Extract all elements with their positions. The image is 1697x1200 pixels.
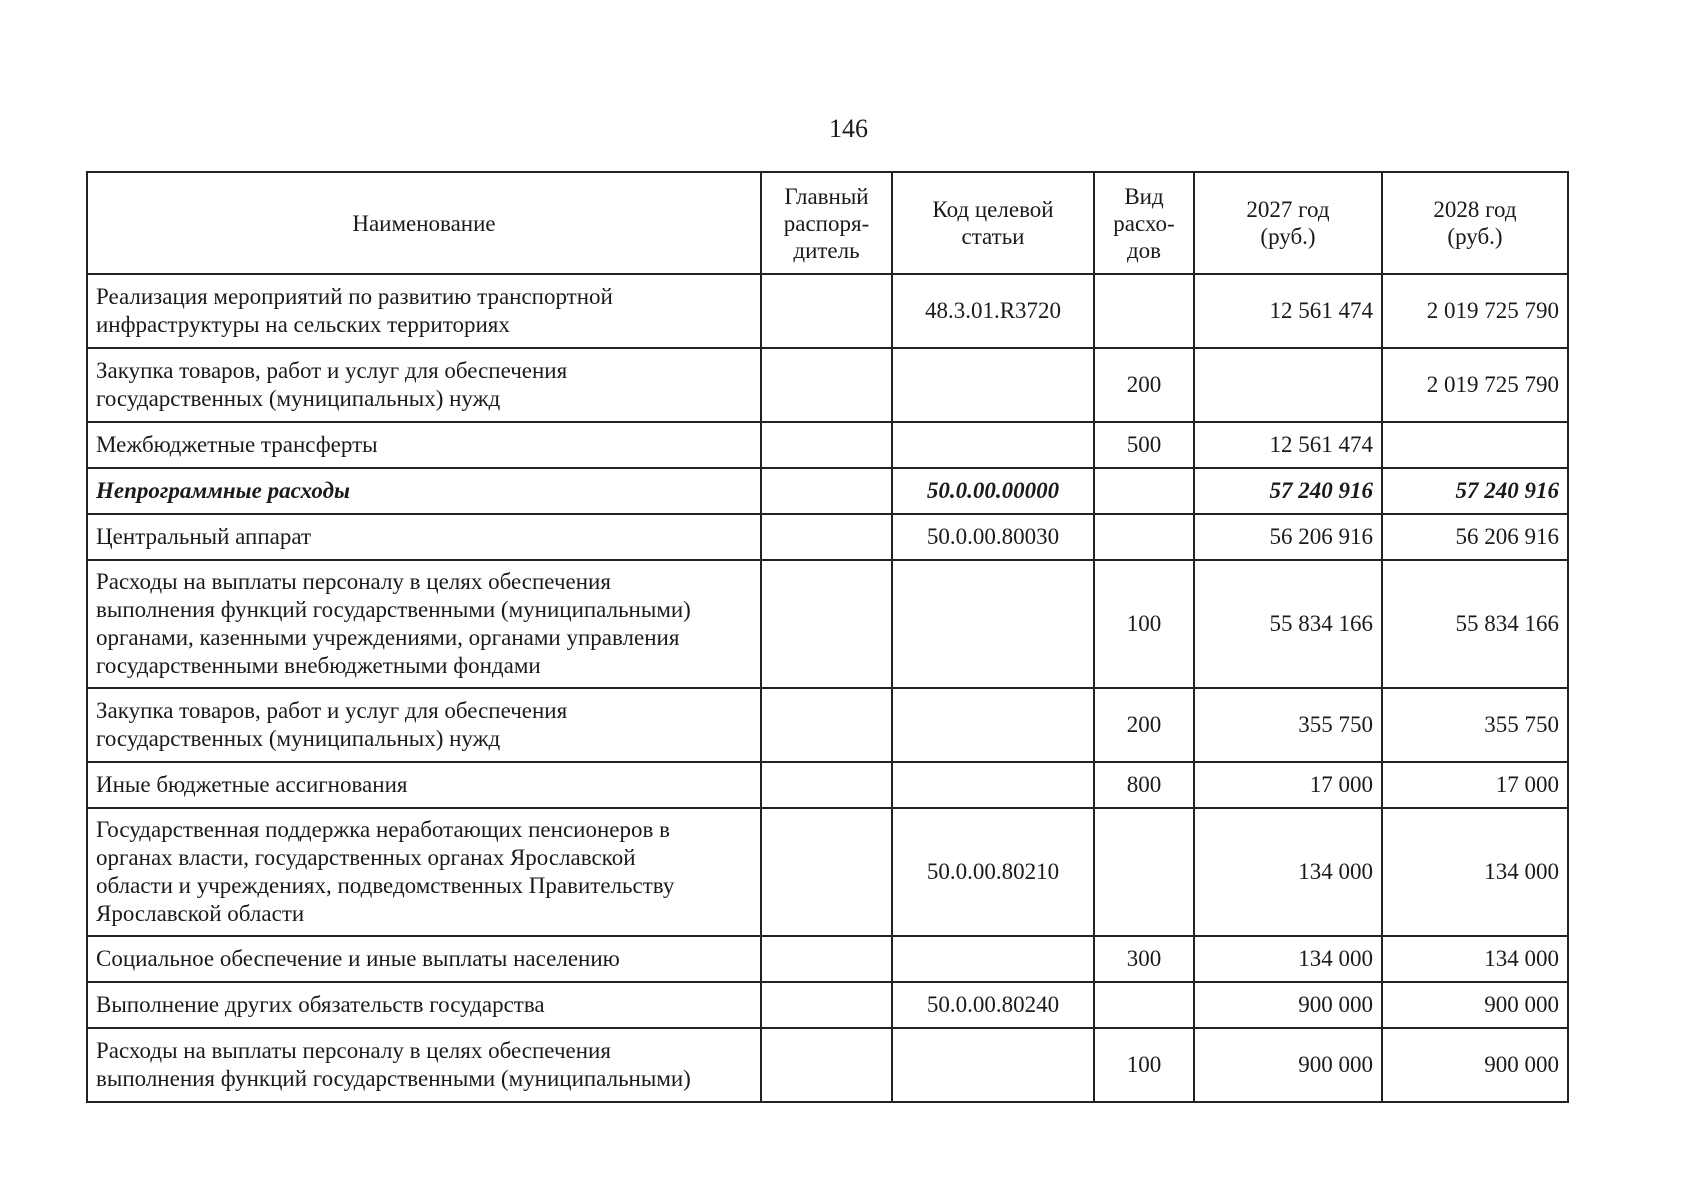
cell-code: 50.0.00.80210: [892, 808, 1094, 936]
table-row: [87, 808, 1568, 936]
cell-type: 300: [1094, 936, 1194, 982]
table-row: [87, 688, 1568, 762]
cell-manager: [761, 762, 892, 808]
cell-manager: [761, 348, 892, 422]
table-row: [87, 514, 1568, 560]
cell-2027: 134 000: [1194, 936, 1382, 982]
cell-2027: [1194, 348, 1382, 422]
cell-name: Непрограммные расходы: [87, 468, 761, 514]
table-row: [87, 348, 1568, 422]
cell-code: [892, 762, 1094, 808]
table-row: [87, 1028, 1568, 1102]
cell-manager: [761, 468, 892, 514]
cell-type: 100: [1094, 560, 1194, 688]
cell-name: Закупка товаров, работ и услуг для обеспечения государственных (муниципальных) нужд: [87, 688, 761, 762]
cell-type: 200: [1094, 688, 1194, 762]
header-target-code: Код целевой статьи: [892, 172, 1094, 274]
cell-2027: 134 000: [1194, 808, 1382, 936]
cell-code: [892, 688, 1094, 762]
table-row: [87, 762, 1568, 808]
cell-name: Центральный аппарат: [87, 514, 761, 560]
cell-manager: [761, 1028, 892, 1102]
table-row: [87, 422, 1568, 468]
cell-2028: 17 000: [1382, 762, 1568, 808]
cell-code: [892, 936, 1094, 982]
cell-2028: 57 240 916: [1382, 468, 1568, 514]
cell-type: 100: [1094, 1028, 1194, 1102]
table-row: [87, 982, 1568, 1028]
cell-name: Расходы на выплаты персоналу в целях обеспечения выполнения функций государственными (муниципальными): [87, 1028, 761, 1102]
cell-2028: 355 750: [1382, 688, 1568, 762]
cell-2027: 55 834 166: [1194, 560, 1382, 688]
cell-manager: [761, 422, 892, 468]
cell-type: 800: [1094, 762, 1194, 808]
cell-2027: 57 240 916: [1194, 468, 1382, 514]
cell-2028: 55 834 166: [1382, 560, 1568, 688]
cell-code: 50.0.00.80030: [892, 514, 1094, 560]
cell-2028: 900 000: [1382, 1028, 1568, 1102]
cell-type: [1094, 274, 1194, 348]
cell-2027: 56 206 916: [1194, 514, 1382, 560]
cell-type: [1094, 982, 1194, 1028]
cell-code: [892, 560, 1094, 688]
cell-2028: 56 206 916: [1382, 514, 1568, 560]
cell-code: [892, 422, 1094, 468]
cell-2027: 355 750: [1194, 688, 1382, 762]
cell-manager: [761, 560, 892, 688]
cell-code: [892, 348, 1094, 422]
cell-2027: 900 000: [1194, 1028, 1382, 1102]
cell-type: 500: [1094, 422, 1194, 468]
cell-name: Выполнение других обязательств государства: [87, 982, 761, 1028]
cell-2028: [1382, 422, 1568, 468]
header-expense-type: Вид расхо- дов: [1094, 172, 1194, 274]
cell-manager: [761, 982, 892, 1028]
cell-name: Межбюджетные трансферты: [87, 422, 761, 468]
cell-code: 50.0.00.80240: [892, 982, 1094, 1028]
cell-2028: 134 000: [1382, 808, 1568, 936]
page-number: 146: [829, 114, 868, 143]
cell-manager: [761, 936, 892, 982]
cell-name: Государственная поддержка неработающих пенсионеров в органах власти, государственных органах Ярославской области и учреждениях, подведомственных Правительству Ярославской области: [87, 808, 761, 936]
cell-2028: 900 000: [1382, 982, 1568, 1028]
budget-table: [86, 171, 1569, 1103]
cell-name: Реализация мероприятий по развитию транспортной инфраструктуры на сельских территориях: [87, 274, 761, 348]
cell-name: Расходы на выплаты персоналу в целях обеспечения выполнения функций государственными (муниципальными) органами, казенными учреждениями, органами управления государственными внебюджетными фондами: [87, 560, 761, 688]
table-row-section: [87, 468, 1568, 514]
cell-2027: 900 000: [1194, 982, 1382, 1028]
header-main-manager: Главный распоря- дитель: [761, 172, 892, 274]
cell-manager: [761, 688, 892, 762]
cell-2027: 12 561 474: [1194, 422, 1382, 468]
cell-code: 48.3.01.R3720: [892, 274, 1094, 348]
header-year-2028: 2028 год (руб.): [1382, 172, 1568, 274]
cell-2027: 17 000: [1194, 762, 1382, 808]
table-row: [87, 936, 1568, 982]
table-row: [87, 274, 1568, 348]
header-year-2027: 2027 год (руб.): [1194, 172, 1382, 274]
cell-type: 200: [1094, 348, 1194, 422]
cell-2028: 2 019 725 790: [1382, 348, 1568, 422]
cell-type: [1094, 808, 1194, 936]
cell-type: [1094, 514, 1194, 560]
table-header-row: [87, 172, 1568, 274]
cell-name: Закупка товаров, работ и услуг для обеспечения государственных (муниципальных) нужд: [87, 348, 761, 422]
cell-2027: 12 561 474: [1194, 274, 1382, 348]
cell-2028: 134 000: [1382, 936, 1568, 982]
cell-name: Социальное обеспечение и иные выплаты населению: [87, 936, 761, 982]
cell-manager: [761, 274, 892, 348]
cell-code: 50.0.00.00000: [892, 468, 1094, 514]
table-row: [87, 560, 1568, 688]
cell-2028: 2 019 725 790: [1382, 274, 1568, 348]
cell-manager: [761, 514, 892, 560]
cell-type: [1094, 468, 1194, 514]
header-name: Наименование: [87, 172, 761, 274]
cell-name: Иные бюджетные ассигнования: [87, 762, 761, 808]
cell-code: [892, 1028, 1094, 1102]
cell-manager: [761, 808, 892, 936]
